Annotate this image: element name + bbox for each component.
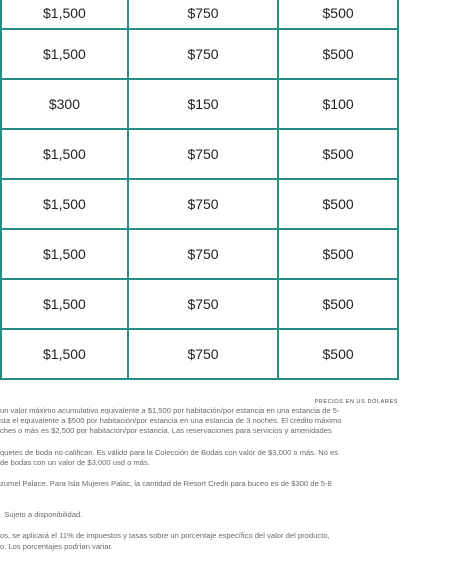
table-row bbox=[1, 279, 398, 329]
table-cell: $500 bbox=[278, 129, 398, 179]
table-cell: $500 bbox=[278, 0, 398, 29]
table-cell: $300 bbox=[1, 79, 128, 129]
table-cell: $1,500 bbox=[1, 229, 128, 279]
note-line: ches o más es $2,500 por habitación/por estancia. Las reservaciones para servicios y amenidades bbox=[0, 426, 332, 436]
table-row bbox=[1, 129, 398, 179]
table-cell: $500 bbox=[278, 29, 398, 79]
table-cell: $750 bbox=[128, 329, 278, 379]
note-line: . Sujeto a disponibilidad. bbox=[0, 510, 83, 520]
table-row bbox=[1, 79, 398, 129]
table-cell: $1,500 bbox=[1, 279, 128, 329]
table-cell: $500 bbox=[278, 279, 398, 329]
currency-note: PRECIOS EN US DÓLARES bbox=[314, 399, 398, 405]
note-line: o. Los porcentajes podrían variar. bbox=[0, 541, 113, 551]
note-line: zumel Palace. Para Isla Mujeres Palac, la cantidad de Resort Credit para buceo es de $300 de 5-8 bbox=[0, 479, 332, 489]
note-line: os, se aplicará el 11% de impuestos y tasas sobre un porcentaje específico del valor del producto, bbox=[0, 531, 330, 541]
table-row bbox=[1, 29, 398, 79]
table-cell: $750 bbox=[128, 279, 278, 329]
table-cell: $750 bbox=[128, 129, 278, 179]
table-cell: $100 bbox=[278, 79, 398, 129]
table-cell: $750 bbox=[128, 29, 278, 79]
note-line: sta el equivalente a $500 por habitación/por estancia en una estancia de 3 noches. El crédito máximo bbox=[0, 416, 342, 426]
table-cell: $750 bbox=[128, 0, 278, 29]
table-cell: $150 bbox=[128, 79, 278, 129]
table-cell: $1,500 bbox=[1, 29, 128, 79]
table-cell: $500 bbox=[278, 329, 398, 379]
note-line: quetes de boda no califican. Es válido para la Colección de Bodas con valor de $3,000 o más. No es bbox=[0, 447, 339, 457]
table-cell: $1,500 bbox=[1, 129, 128, 179]
table-cell: $750 bbox=[128, 179, 278, 229]
table-cell: $750 bbox=[128, 229, 278, 279]
note-line: de bodas con un valor de $3,000 usd o más. bbox=[0, 457, 150, 467]
terms-notes bbox=[0, 406, 402, 552]
table-cell: $1,500 bbox=[1, 0, 128, 29]
table-row bbox=[1, 329, 398, 379]
table-row bbox=[1, 229, 398, 279]
note-line: un valor máximo acumulativo equivalente a $1,500 por habitación/por estancia en una estancia de 5- bbox=[0, 406, 340, 415]
table-cell: $1,500 bbox=[1, 179, 128, 229]
table-row bbox=[1, 0, 398, 29]
table-row bbox=[1, 179, 398, 229]
table-cell: $1,500 bbox=[1, 329, 128, 379]
table-cell: $500 bbox=[278, 179, 398, 229]
table-cell: $500 bbox=[278, 229, 398, 279]
